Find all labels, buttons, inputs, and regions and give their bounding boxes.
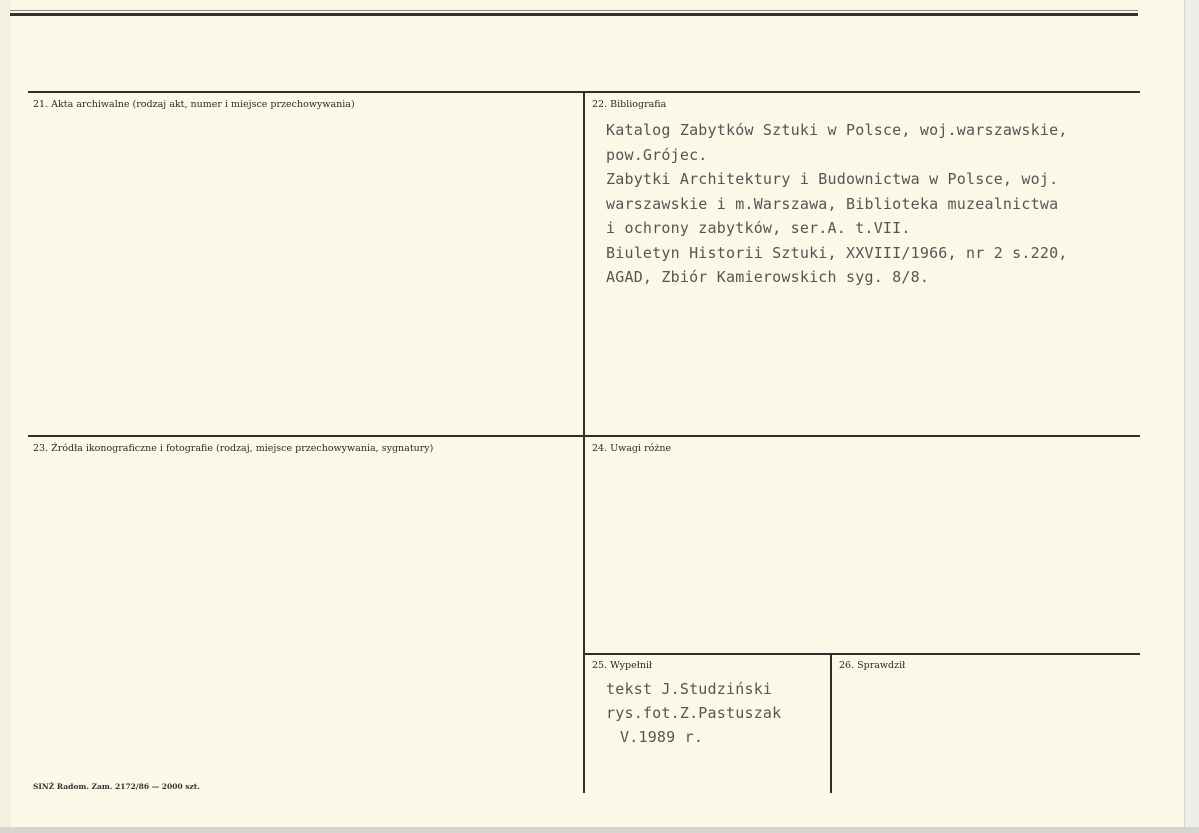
bibliography-line: warszawskie i m.Warszawa, Biblioteka muzealnictwa bbox=[606, 194, 1059, 213]
section-21-label: 21. Akta archiwalne (rodzaj akt, numer i miejsce przechowywania) bbox=[33, 99, 355, 110]
section-25-label: 25. Wypełnił bbox=[592, 660, 653, 671]
center-divider bbox=[583, 91, 585, 793]
filled-by-line: tekst J.Studziński bbox=[606, 680, 773, 698]
section-24-label: 24. Uwagi różne bbox=[592, 443, 672, 454]
row3-top-rule bbox=[583, 653, 1140, 655]
paper-bottom-edge bbox=[0, 827, 1199, 833]
print-footer: SINŻ Radom. Zam. 2172/86 — 2000 szt. bbox=[33, 782, 200, 791]
bibliography-line: i ochrony zabytków, ser.A. t.VII. bbox=[606, 219, 911, 237]
top-rule bbox=[10, 13, 1138, 16]
filled-by-line: V.1989 r. bbox=[620, 728, 704, 746]
signature-divider bbox=[830, 653, 832, 793]
paper-right-edge bbox=[1184, 0, 1199, 833]
bibliography-line: Zabytki Architektury i Budownictwa w Polsce, woj. bbox=[606, 170, 1059, 188]
top-rule-thin bbox=[10, 10, 1138, 11]
bibliography-line: pow.Grójec. bbox=[606, 145, 708, 164]
filled-by-line: rys.fot.Z.Pastuszak bbox=[606, 704, 782, 722]
bibliography-line: Katalog Zabytków Sztuki w Polsce, woj.warszawskie, bbox=[606, 121, 1068, 139]
section-22-label: 22. Bibliografia bbox=[592, 99, 667, 110]
bibliography-line: Biuletyn Historii Sztuki, XXVIII/1966, nr 2 s.220, bbox=[606, 243, 1068, 262]
bibliography-line: AGAD, Zbiór Kamierowskich syg. 8/8. bbox=[606, 268, 930, 286]
filled-by-text bbox=[606, 677, 781, 749]
bibliography-text bbox=[606, 118, 1068, 290]
section-26-label: 26. Sprawdził bbox=[839, 660, 906, 671]
paper-left-edge bbox=[0, 0, 10, 833]
section-23-label: 23. Źródła ikonograficzne i fotografie (rodzaj, miejsce przechowywania, sygnatury) bbox=[33, 443, 434, 454]
